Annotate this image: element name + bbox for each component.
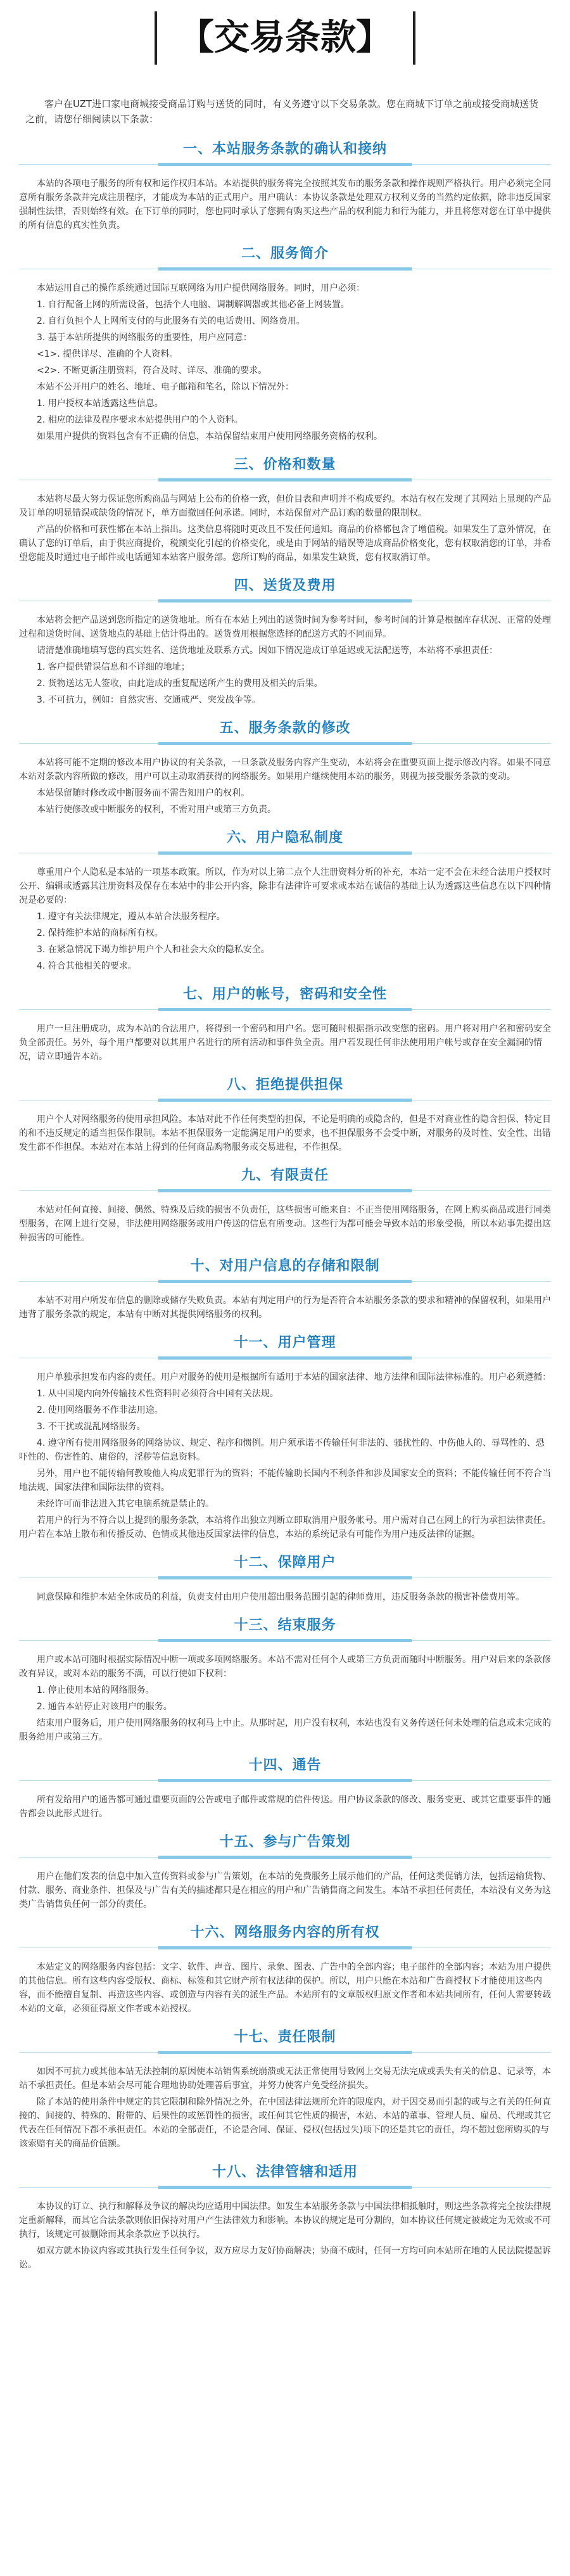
section-paragraph: 1. 停止使用本站的网络服务。 (37, 1685, 155, 1695)
section-paragraph: 本站将可能不定期的修改本用户协议的有关条款，一旦条款及服务内容产生变动，本站将会在重要页面上提示修改内容。如果不同意本站对条款内容所做的修改，用户可以主动取消获得的网络服务。如果用户继续使用本站的服务，则视为接受服务条款的变动。 (19, 758, 551, 782)
section-divider (19, 741, 551, 747)
section-divider (19, 850, 551, 857)
section-divider (19, 1778, 551, 1784)
section-paragraph: 2. 相应的法律及程序要求本站提供用户的个人资料。 (37, 415, 243, 425)
section-paragraph: 3. 基于本站所提供的网络服务的重要性，用户应同意： (37, 333, 252, 343)
section-divider (19, 1188, 551, 1194)
terms-section (19, 983, 551, 1064)
section-paragraph: 用户在他们发表的信息中加入宣传资料或参与广告策划，在本站的免费服务上展示他们的产品，任何这类促销方法，包括运输货物、付款、服务、商业条件、担保及与广告有关的描述都只是在相应的用户和广告销售商之间发生。本站不承担任何责任，本站没有义务为这类广告销售负任何一部分的责任。 (19, 1871, 551, 1910)
section-title: 十五、参与广告策划 (219, 1834, 351, 1850)
section-divider (19, 1355, 551, 1361)
section-paragraph: 用户个人对网络服务的使用承担风险。本站对此不作任何类型的担保，不论是明确的或隐含的，但是不对商业性的隐含担保、特定目的和不违反规定的适当担保作限制。本站不担保服务一定能满足用户的要求，也不担保服务不会受中断，对服务的及时性、安全性、出错发生都不作担保。本站对在本站上得到的任何商品购物服务或交易进程，不作担保。 (19, 1114, 551, 1152)
intro-text: 客户在UZT进口家电商城接受商品订购与送货的同时，有义务遵守以下交易条款。您在商城下订单之前或接受商城送货之前，请您仔细阅读以下条款： (25, 98, 539, 125)
section-title: 十七、责任限制 (234, 2029, 336, 2045)
section-divider (19, 1638, 551, 1644)
section-title: 六、用户隐私制度 (226, 830, 343, 846)
section-paragraph: 本站定义的网络服务内容包括：文字、软件、声音、图片、录象、图表、广告中的全部内容；电子邮件的全部内容；本站为用户提供的其他信息。所有这些内容受版权、商标、标签和其它财产所有权法律的保护。所以，用户只能在本站和广告商授权下才能使用这些内容，而不能擅自复制、再造这些内容、或创造与内容有关的派生产品。本站所有的文章版权归原文作者和本站共同所有，任何人需要转载本站的文章，必须征得原文作者或本站授权。 (19, 1962, 551, 2014)
terms-section (19, 1754, 551, 1821)
section-divider (19, 1945, 551, 1951)
terms-section (19, 1332, 551, 1541)
section-paragraph: 本站将尽最大努力保证您所购商品与网站上公布的价格一致，但价目表和声明并不构成要约。本站有权在发现了其网站上显现的产品及订单的明显错误或缺货的情况下，单方面撤回任何承诺。同时，本站保留对产品订购的数量的限制权。 (19, 494, 551, 518)
section-divider (19, 1575, 551, 1581)
section-divider (19, 1097, 551, 1104)
section-title: 十、对用户信息的存储和限制 (190, 1258, 380, 1274)
section-paragraph: <2>. 不断更新注册资料，符合及时、详尽、准确的要求。 (37, 366, 267, 376)
section-paragraph: 本协议的订立、执行和解释及争议的解决均应适用中国法律。如发生本站服务条款与中国法律相抵触时，则这些条款将完全按法律规定重新解释，而其它合法条款则依旧保持对用户产生法律效力和影响。本协议的规定是可分割的，如本协议任何规定被裁定为无效或不可执行，该规定可被删除而其余条款应予以执行。 (19, 2202, 551, 2240)
section-paragraph: 另外，用户也不能传输何教唆他人构成犯罪行为的资料；不能传输助长国内不利条件和涉及国家安全的资料；不能传输任何不符合当地法规、国家法律和国际法律的资料。 (19, 1469, 551, 1493)
section-paragraph: 1. 自行配备上网的所需设备，包括个人电脑、调制解调器或其他必备上网装置。 (37, 300, 350, 310)
section-paragraph: 若用户的行为不符合以上提到的服务条款，本站将作出独立判断立即取消用户服务帐号。用户需对自己在网上的行为承担法律责任。用户若在本站上散布和传播反动、色情或其他违反国家法律的信息，本站的系统记录有可能作为用户违反法律的证据。 (19, 1515, 551, 1540)
section-divider (19, 1278, 551, 1285)
terms-section (19, 1552, 551, 1604)
section-paragraph: 1. 遵守有关法律规定，遵从本站合法服务程序。 (37, 912, 225, 922)
terms-section (19, 575, 551, 707)
section-title: 九、有限责任 (241, 1168, 329, 1183)
terms-section (19, 138, 551, 233)
section-paragraph: 如果用户提供的资料包含有不正确的信息，本站保留结束用户使用网络服务资格的权利。 (37, 431, 383, 442)
section-divider (19, 1854, 551, 1861)
section-paragraph: 3. 在紧急情况下竭力维护用户个人和社会大众的隐私安全。 (37, 945, 270, 955)
section-title: 三、价格和数量 (234, 457, 336, 473)
section-paragraph: 尊重用户个人隐私是本站的一项基本政策。所以，作为对以上第二点个人注册资料分析的补充，本站一定不会在未经合法用户授权时公开、编辑或透露其注册资料及保存在本站中的非公开内容，除非有法律许可要求或本站在诚信的基础上认为透露这些信息在以下四种情况是必要的： (19, 867, 551, 905)
section-title: 十四、通告 (248, 1757, 322, 1773)
section-divider (19, 477, 551, 483)
section-paragraph: 本站对任何直接、间接、偶然、特殊及后续的损害不负责任，这些损害可能来自：不正当使用网络服务，在网上购买商品或进行同类型服务，在网上进行交易，非法使用网络服务或用户传送的信息有所变动。这些行为都可能会导致本站的形象受损，所以本站事先提出这种损害的可能性。 (19, 1205, 551, 1243)
section-paragraph: 用户单独承担发布内容的责任。用户对服务的使用是根据所有适用于本站的国家法律、地方法律和国际法律标准的。用户必须遵循： (37, 1372, 551, 1382)
section-paragraph: 本站将会把产品送到您所指定的送货地址。所有在本站上列出的送货时间为参考时间，参考时间的计算是根据库存状况、正常的处理过程和送货时间、送货地点的基础上估计得出的。送货费用根据您选择的配送方式的不同而异。 (19, 615, 551, 639)
section-paragraph: 本站的各项电子服务的所有权和运作权归本站。本站提供的服务将完全按照其发布的服务条款和操作规则严格执行。用户必须完全同意所有服务条款并完成注册程序，才能成为本站的正式用户。用户确认：本协议条款是处理双方权利义务的当然约定依据，除非违反国家强制性法律，否则始终有效。在下订单的同时，您也同时承认了您拥有购买这些产品的权利能力和行为能力，并且将您对您在订单中提供的所有信息的真实性负责。 (19, 179, 551, 231)
section-paragraph: 4. 遵守所有使用网络服务的网络协议、规定、程序和惯例。用户须承诺不传输任何非法的、骚扰性的、中伤他人的、辱骂性的、恐吓性的、伤害性的、庸俗的，淫秽等信息资料。 (19, 1438, 545, 1462)
section-paragraph: 3. 不可抗力，例如：自然灾害、交通戒严、突发战争等。 (37, 695, 261, 705)
section-divider (19, 2050, 551, 2056)
section-title: 十三、结束服务 (234, 1617, 336, 1633)
terms-section (19, 2026, 551, 2151)
section-paragraph: <1>. 提供详尽、准确的个人资料。 (37, 349, 179, 359)
section-paragraph: 产品的价格和可获性都在本站上指出。这类信息将随时更改且不发任何通知。商品的价格都包含了增值税。如果发生了意外情况，在确认了您的订单后，由于供应商提价，税额变化引起的价格变化，或是由于网站的错误等造成商品价格变化，您有权取消您的订单，并希望您能及时通过电子邮件或电话通知本站客户服务部。您所订购的商品，如果发生缺货，您有权取消订单。 (19, 525, 551, 563)
terms-section (19, 827, 551, 973)
section-paragraph: 2. 自行负担个人上网所支付的与此服务有关的电话费用、网络费用。 (37, 316, 305, 326)
terms-sections (0, 138, 570, 2272)
section-paragraph: 所有发给用户的通告都可通过重要页面的公告或电子邮件或常规的信件传送。用户协议条款的修改、服务变更、或其它重要事件的通告都会以此形式进行。 (19, 1795, 551, 1819)
terms-section (19, 454, 551, 564)
section-title: 七、用户的帐号，密码和安全性 (182, 986, 387, 1002)
section-title: 二、服务简介 (241, 246, 329, 262)
section-paragraph: 2. 使用网络服务不作非法用途。 (37, 1405, 163, 1415)
terms-section (19, 717, 551, 817)
section-title: 十二、保障用户 (234, 1555, 336, 1571)
section-paragraph: 结束用户服务后，用户使用网络服务的权利马上中止。从那时起，用户没有权利，本站也没有义务传送任何未处理的信息或未完成的服务给用户或第三方。 (19, 1718, 551, 1742)
terms-section (19, 1831, 551, 1911)
section-paragraph: 本站行使修改或中断服务的权利，不需对用户或第三方负责。 (37, 805, 276, 815)
section-paragraph: 用户或本站可随时根据实际情况中断一项或多项网络服务。本站不需对任何个人或第三方负责而随时中断服务。用户对后来的条款修改有异议，或对本站的服务不满，可以行使如下权利： (19, 1655, 551, 1679)
section-paragraph: 1. 用户授权本站透露这些信息。 (37, 399, 163, 409)
section-paragraph: 1. 从中国境内向外传输技术性资料时必须符合中国有关法规。 (37, 1389, 279, 1399)
title-area (0, 0, 570, 65)
terms-section (19, 2161, 551, 2272)
section-title: 八、拒绝提供担保 (226, 1077, 343, 1093)
section-paragraph: 1. 客户提供错误信息和不详细的地址； (37, 662, 190, 672)
section-divider (19, 162, 551, 168)
section-title: 十六、网络服务内容的所有权 (190, 1925, 380, 1941)
section-paragraph: 本站不公开用户的姓名、地址、电子邮箱和笔名，除以下情况外： (37, 382, 294, 392)
section-paragraph: 本站保留随时修改或中断服务而不需告知用户的权利。 (37, 788, 250, 798)
terms-section (19, 243, 551, 443)
terms-section (19, 1922, 551, 2016)
section-paragraph: 4. 符合其他相关的要求。 (37, 961, 137, 971)
section-title: 一、本站服务条款的确认和接纳 (182, 141, 387, 157)
terms-section (19, 1614, 551, 1744)
section-divider (19, 266, 551, 272)
section-paragraph: 本站不对用户所发布信息的删除或储存失败负责。本站有判定用户的行为是否符合本站服务条款的要求和精神的保留权利，如果用户违背了服务条款的规定，本站有中断对其提供网络服务的权利。 (19, 1296, 551, 1320)
section-paragraph: 如因不可抗力或其他本站无法控制的原因使本站销售系统崩溃或无法正常使用导致网上交易无法完成或丢失有关的信息、记录等，本站不承担责任。但是本站会尽可能合理地协助处理善后事宜，并努力使客户免受经济损失。 (19, 2067, 551, 2091)
section-paragraph: 2. 通告本站停止对该用户的服务。 (37, 1702, 172, 1712)
terms-section (19, 1255, 551, 1322)
section-paragraph: 本站运用自己的操作系统通过国际互联网络为用户提供网络服务。同时，用户必须： (37, 283, 365, 293)
section-title: 五、服务条款的修改 (219, 720, 351, 736)
section-paragraph: 如双方就本协议内容或其执行发生任何争议，双方应尽力友好协商解决；协商不成时，任何一方均可向本站所在地的人民法院提起诉讼。 (19, 2246, 551, 2270)
section-paragraph: 请清楚准确地填写您的真实姓名、送货地址及联系方式。因如下情况造成订单延迟或无法配送等，本站将不承担责任： (37, 646, 498, 656)
section-paragraph: 2. 保持维护本站的商标所有权。 (37, 928, 163, 938)
page-title: 【交易条款】 (155, 11, 415, 65)
section-paragraph: 除了本站的使用条件中规定的其它限制和除外情况之外，在中国法律法规所允许的限度内，对于因交易而引起的或与之有关的任何直接的、间接的、特殊的、附带的、后果性的或惩罚性的损害，或任何其它性质的损害，本站、本站的董事、管理人员、雇员、代理或其它代表在任何情况下都不承担责任。本站的全部责任，不论是合同、保证、侵权(包括过失)项下的还是其它的责任，均不超过您所购买的与该索赔有关的商品价值额。 (19, 2097, 551, 2149)
section-divider (19, 598, 551, 604)
section-title: 十一、用户管理 (234, 1335, 336, 1351)
section-paragraph: 2. 货物送达无人签收，由此造成的重复配送所产生的费用及相关的后果。 (37, 679, 323, 689)
terms-section (19, 1074, 551, 1154)
section-title: 四、送货及费用 (234, 578, 336, 594)
terms-section (19, 1164, 551, 1245)
section-title: 十八、法律管辖和适用 (212, 2164, 358, 2180)
section-divider (19, 1007, 551, 1013)
section-paragraph: 用户一旦注册成功，成为本站的合法用户，将得到一个密码和用户名。您可随时根据指示改变您的密码。用户将对用户名和密码安全负全部责任。另外，每个用户都要对以其用户名进行的所有活动和事件负全责。用户若发现任何非法使用用户帐号或存在安全漏洞的情况，请立即通告本站。 (19, 1024, 551, 1062)
section-paragraph: 未经许可而非法进入其它电脑系统是禁止的。 (37, 1499, 214, 1509)
section-paragraph: 同意保障和维护本站全体成员的利益，负责支付由用户使用超出服务范围引起的律师费用，违反服务条款的损害补偿费用等。 (37, 1592, 524, 1602)
section-paragraph: 3. 不干扰或混乱网络服务。 (37, 1422, 146, 1432)
section-divider (19, 2184, 551, 2191)
